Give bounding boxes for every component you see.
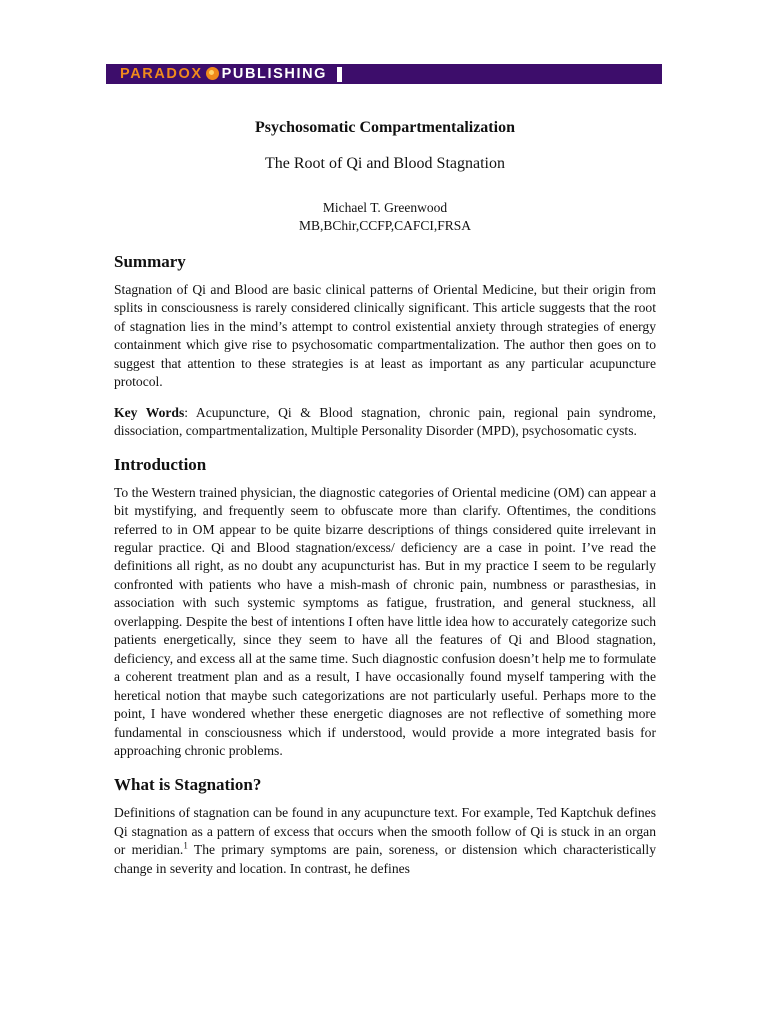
summary-paragraph: Stagnation of Qi and Blood are basic clinical patterns of Oriental Medicine, but their origin from splits in consciousness is rarely considered clinically significant. This article suggests that the root of stagnation lies in the mind’s attempt to control existential anxiety through strategies of energy containment which give rise to psychosomatic compartmentalization. The author then goes on to suggest that attention to these strategies is at least as important as any particular acupuncture protocol. [114, 282, 656, 390]
brand-right: PUBLISHING [221, 66, 328, 82]
introduction-heading: Introduction [114, 454, 207, 474]
footnote-marker[interactable]: 1 [183, 840, 188, 851]
article-body [114, 118, 656, 878]
stagnation-paragraph [114, 804, 656, 878]
stagnation-heading: What is Stagnation? [114, 775, 262, 795]
logo-swirl-icon [206, 67, 219, 80]
introduction-paragraph: To the Western trained physician, the diagnostic categories of Oriental medicine (OM) can appear a bit mystifying, and frequently seem to obfuscate more than clarify. Oftentimes, the conditions referred to in OM appear to be quite bizarre descriptions of things considered quite irrelevant in regular practice. Qi and Blood stagnation/excess/ deficiency are a case in point. I’ve read the definitions all right, as no doubt any acupuncturist has. But in my practice I seem to be regularly confronted with patients who have a mish-mash of chronic pain, numbness or parasthesias, in association with such systemic symptoms as fatigue, frustration, and general stuckness, all overlapping. Despite the best of intentions I often have little idea how to accurately categorize such patients energetically, since they seem to have all the features of Qi and Blood stagnation, deficiency, and excess all at the same time. Such diagnostic confusion doesn’t help me to formulate a coherent treatment plan and as a result, I have occasionally found myself tampering with the heretical notion that maybe such categorizations are not particularly useful. Perhaps more to the point, I have wondered whether these energetic diagnoses are not reflective of something more fundamental in consciousness which if understood, would provide a more integrated basis for approaching chronic problems. [114, 484, 656, 758]
article-subtitle: The Root of Qi and Blood Stagnation [265, 155, 505, 172]
publisher-logo [120, 66, 327, 82]
brand-left: PARADOX [120, 66, 203, 82]
author-credentials: MB,BChir,CCFP,CAFCI,FRSA [298, 218, 472, 233]
stagnation-text-a: Definitions of stagnation can be found in any acupuncture text. For example, Ted Kaptchuk defines Qi stagnation as a pattern of excess that occurs when the smooth follow of Qi is stuck in an organ or meridian. [114, 805, 656, 858]
keywords-label: Key Words [114, 404, 185, 420]
author-block [114, 199, 656, 235]
banner-divider [337, 67, 342, 82]
author-name: Michael T. Greenwood [322, 200, 448, 215]
publisher-banner [106, 64, 662, 84]
stagnation-text-b: The primary symptoms are pain, soreness, or distension which characteristically change in severity and location. In contrast, he defines [114, 842, 656, 876]
keywords-paragraph [114, 404, 656, 441]
article-title: Psychosomatic Compartmentalization [255, 119, 515, 136]
keywords-text: : Acupuncture, Qi & Blood stagnation, chronic pain, regional pain syndrome, dissociation, compartmentalization, Multiple Personality Disorder (MPD), psychosomatic cysts. [114, 404, 656, 439]
summary-heading: Summary [114, 252, 186, 271]
